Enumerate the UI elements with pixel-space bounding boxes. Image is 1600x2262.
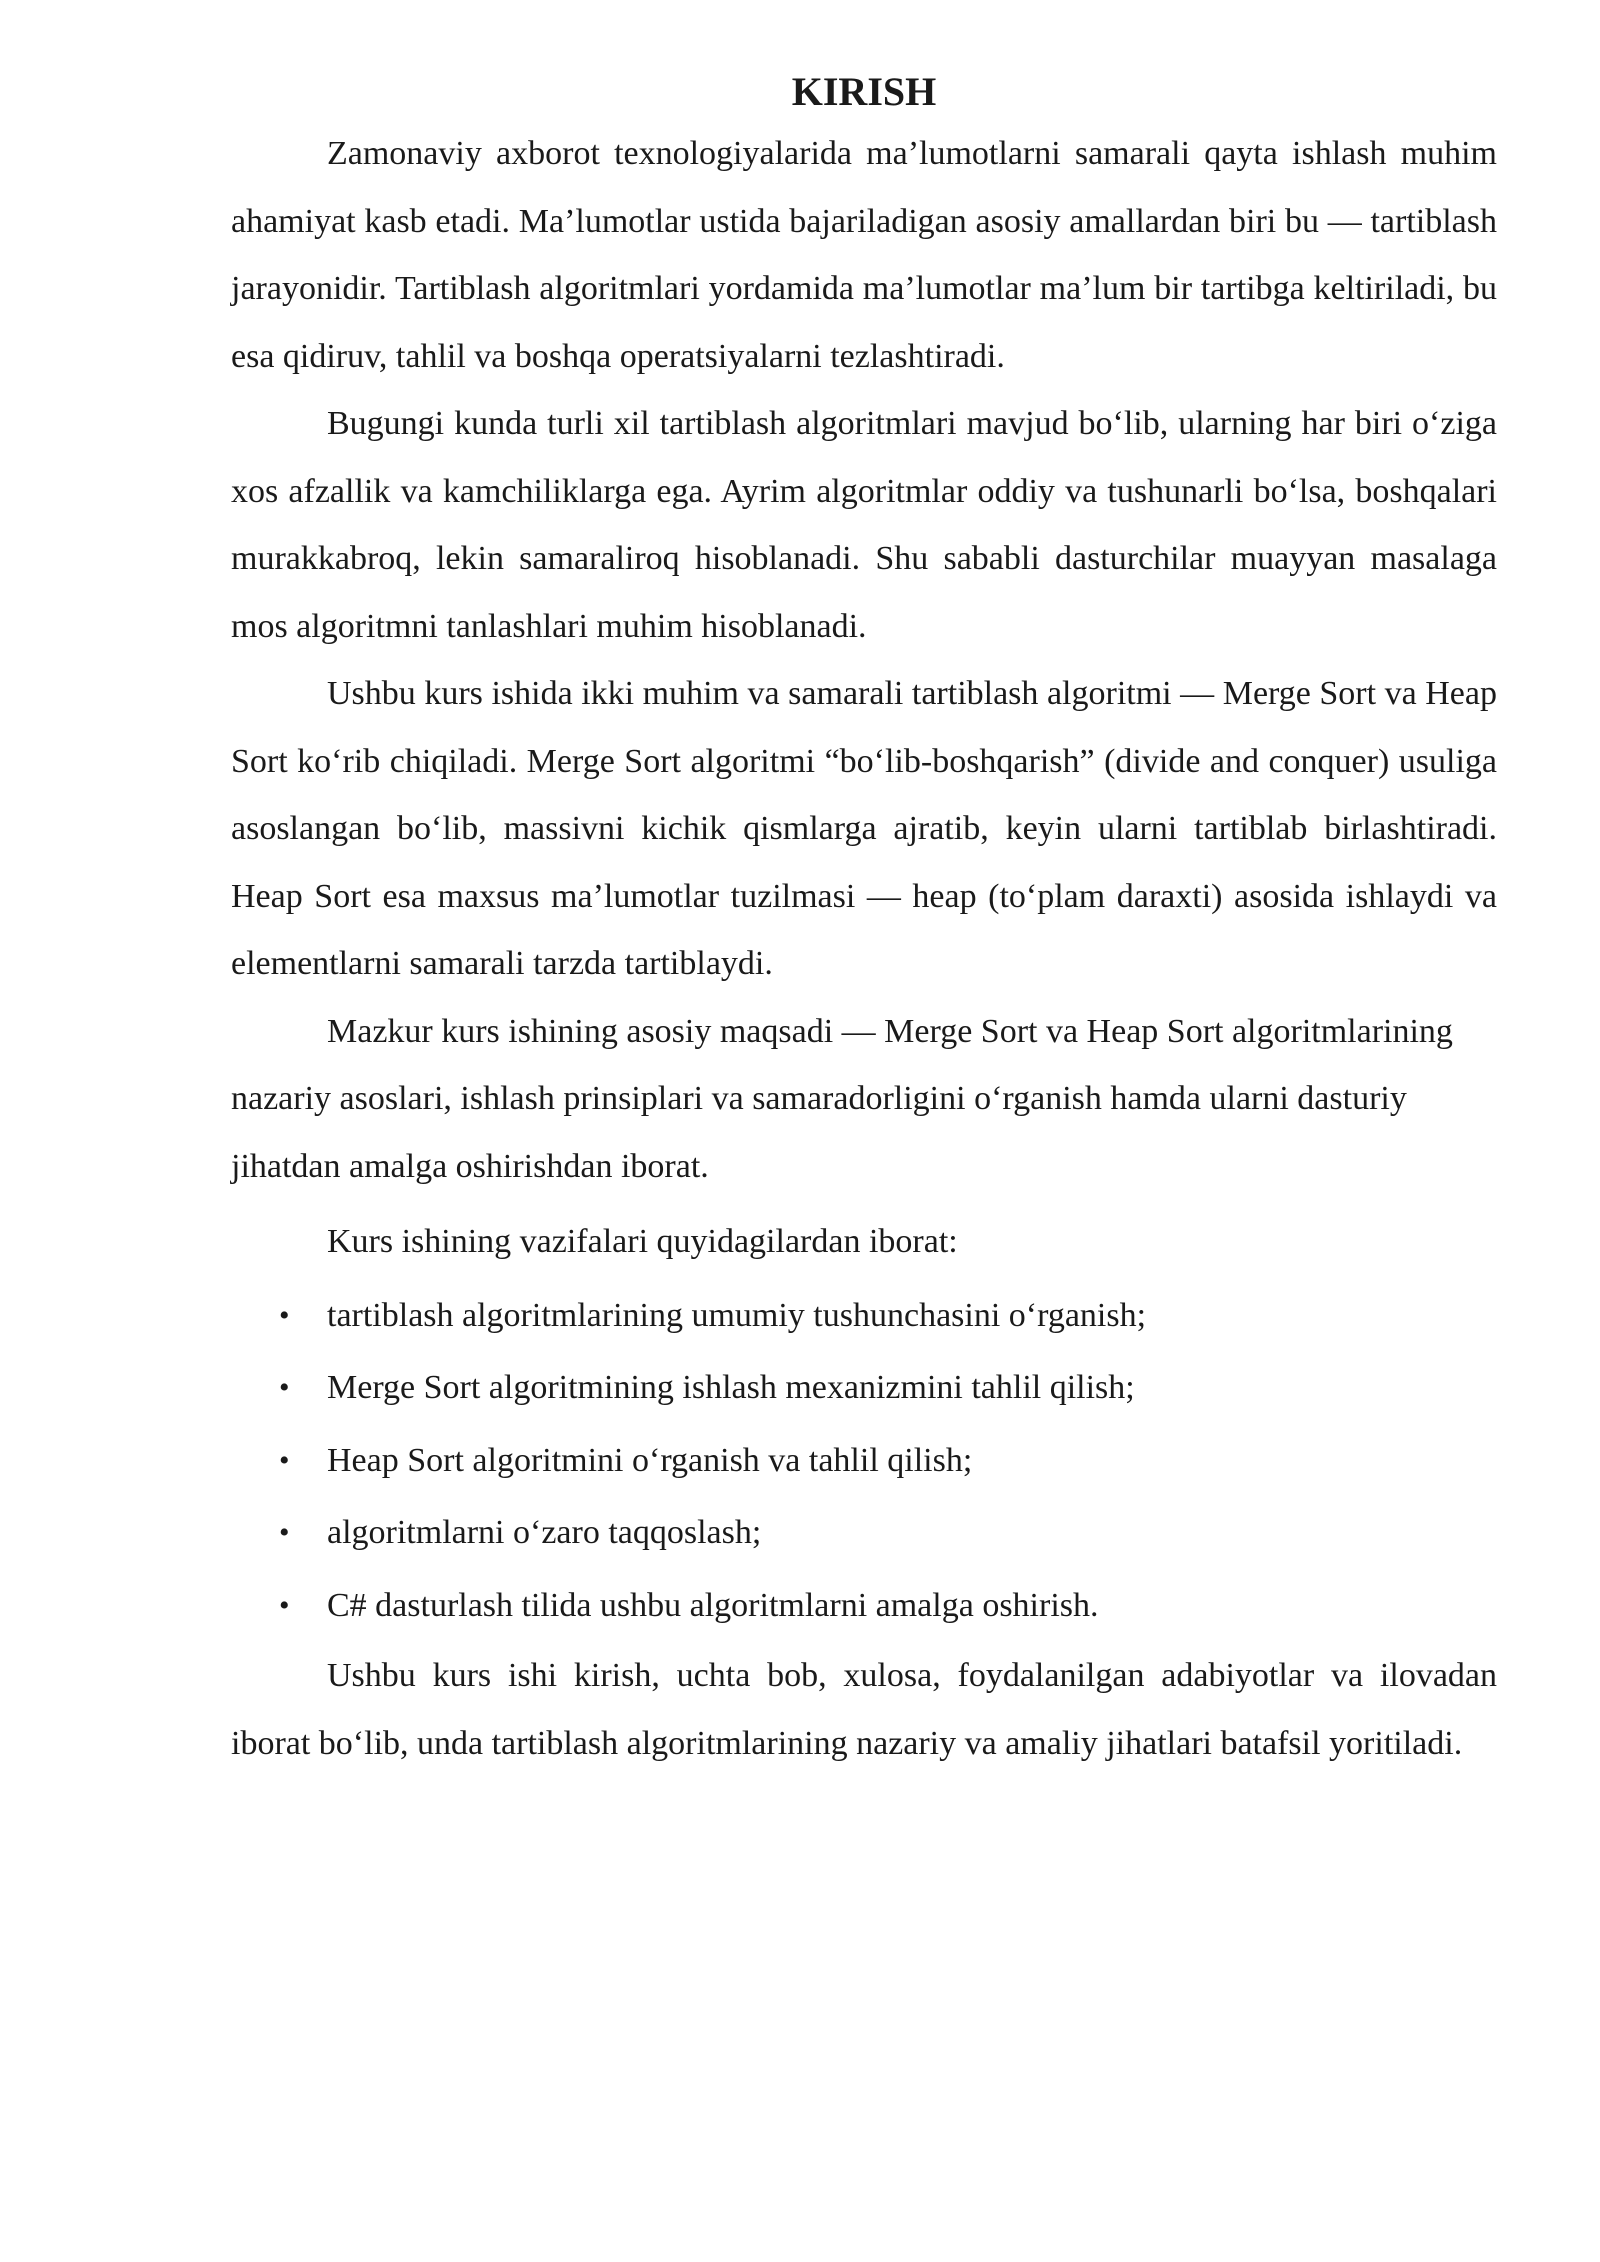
list-item-text: Heap Sort algoritmini o‘rganish va tahlil qilish; [327,1441,973,1479]
intro-paragraph: Zamonaviy axborot texnologiyalarida ma’lumotlarni samarali qayta ishlash muhim ahamiyat kasb etadi. Ma’lumotlar ustida bajariladigan asosiy amallardan biri bu — tartiblash jarayonidir. Tartiblash algoritmlari yordamida ma’lumotlar ma’lum bir tartibga keltiriladi, bu esa qidiruv, tahlil va boshqa operatsiyalarni tezlashtiradi. [231,135,1497,375]
list-item [231,1497,1497,1570]
list-item-text: algoritmlarni o‘zaro taqqoslash; [327,1514,762,1551]
tasks-list [231,1280,1497,1643]
list-item [231,1352,1497,1425]
section-title: KIRISH [791,69,937,114]
course-goal-paragraph: Mazkur kurs ishining asosiy maqsadi — Merge Sort va Heap Sort algoritmlarining nazariy asoslari, ishlash prinsiplari va samaradorligini o‘rganish hamda ularni dasturiy jihatdan amalga oshirishdan iborat. [231,1012,1453,1185]
bullet-icon: • [279,1516,290,1549]
list-item-text: Merge Sort algoritmining ishlash mexanizmini tahlil qilish; [327,1369,1135,1406]
course-scope-paragraph: Ushbu kurs ishida ikki muhim va samarali tartiblash algoritmi — Merge Sort va Heap Sort ko‘rib chiqiladi. Merge Sort algoritmi “bo‘lib-boshqarish” (divide and conquer) usuliga asoslangan bo‘lib, massivni kichik qismlarga ajratib, keyin ularni tartiblab birlashtiradi. Heap Sort esa maxsus ma’lumotlar tuzilmasi — heap (to‘plam daraxti) asosida ishlaydi va elementlarni samarali tarzda tartiblaydi. [231,675,1497,982]
document-page [231,64,1497,1777]
bullet-icon: • [279,1588,290,1622]
bullet-icon: • [279,1443,290,1477]
list-item [231,1570,1497,1643]
list-item-text: tartiblash algoritmlarining umumiy tushunchasini o‘rganish; [327,1296,1147,1334]
tasks-intro-paragraph: Kurs ishining vazifalari quyidagilardan iborat: [327,1223,958,1260]
bullet-icon: • [279,1371,290,1404]
list-item [231,1425,1497,1498]
algorithms-overview-paragraph: Bugungi kunda turli xil tartiblash algoritmlari mavjud bo‘lib, ularning har biri o‘ziga xos afzallik va kamchiliklarga ega. Ayrim algoritmlar oddiy va tushunarli bo‘lsa, boshqalari murakkabroq, lekin samaraliroq hisoblanadi. Shu sababli dasturchilar muayyan masalaga mos algoritmni tanlashlari muhim hisoblanadi. [231,405,1497,645]
closing-paragraph: Ushbu kurs ishi kirish, uchta bob, xulosa, foydalanilgan adabiyotlar va ilovadan iborat bo‘lib, unda tartiblash algoritmlarining nazariy va amaliy jihatlari batafsil yoritiladi. [231,1657,1497,1762]
list-item-text: C# dasturlash tilida ushbu algoritmlarni amalga oshirish. [327,1586,1099,1624]
list-item [231,1280,1497,1353]
bullet-icon: • [279,1298,290,1332]
